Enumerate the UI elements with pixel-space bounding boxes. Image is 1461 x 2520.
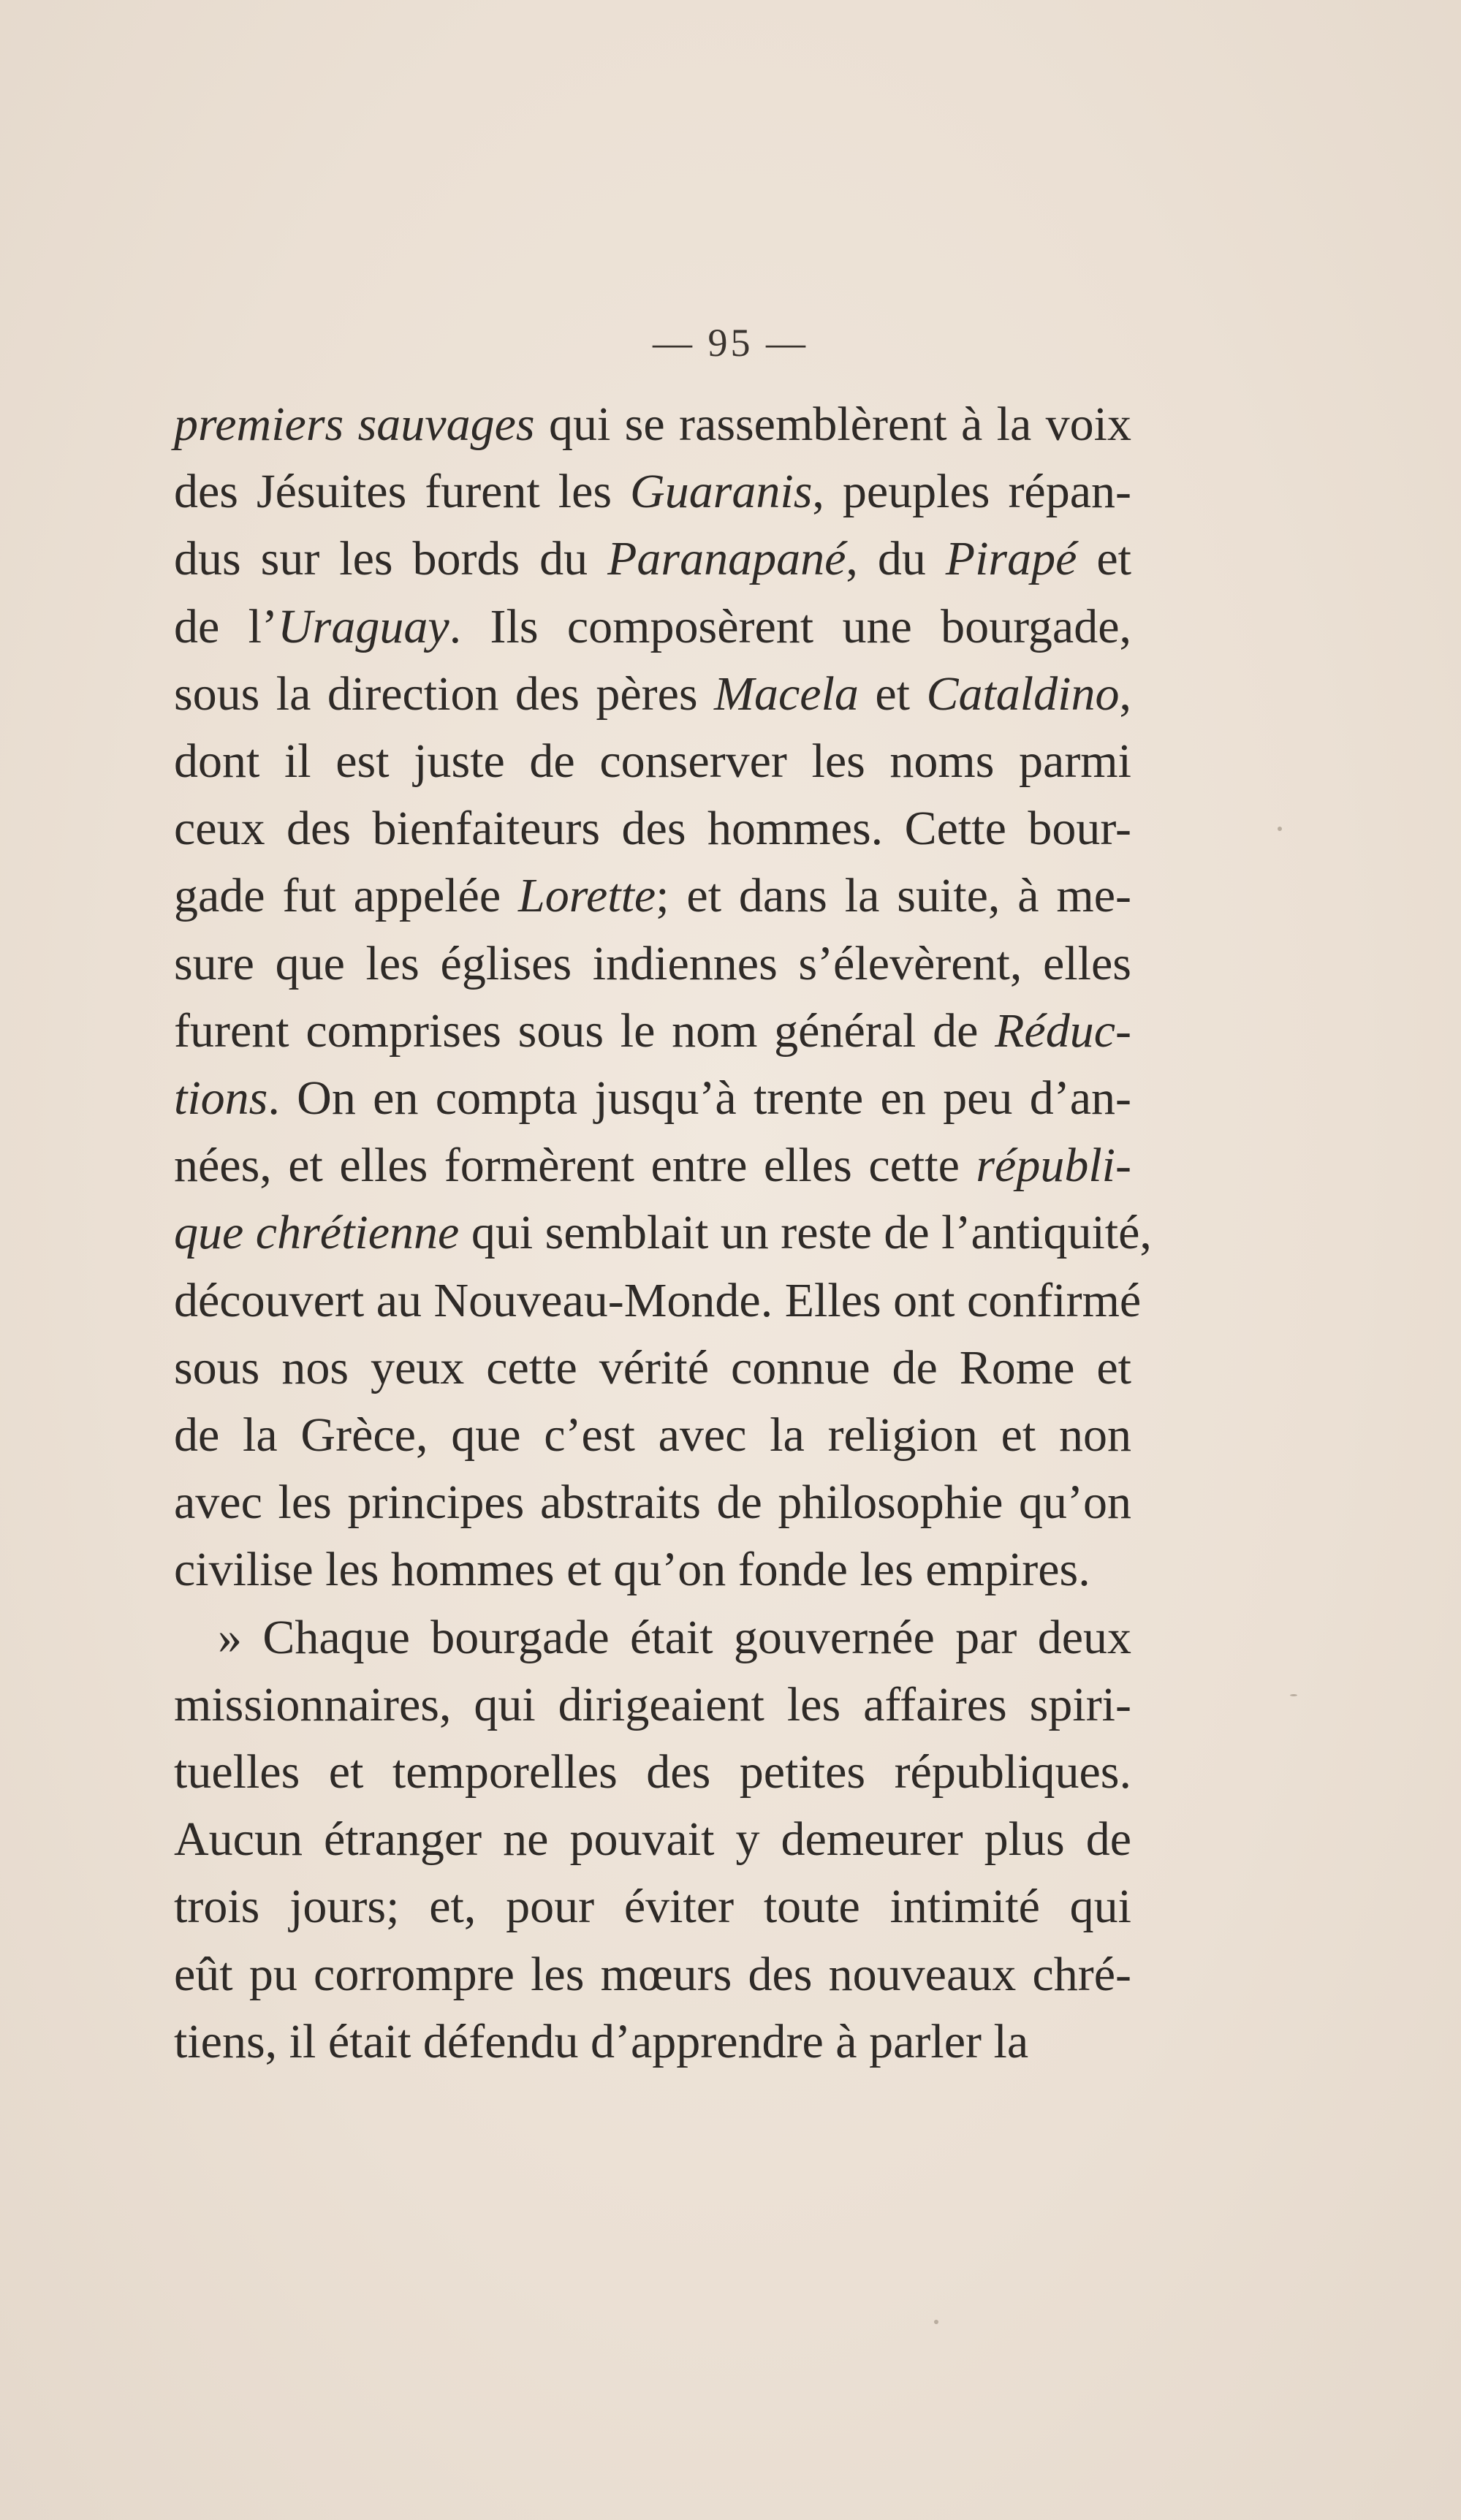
italic-term: Pirapé xyxy=(945,532,1077,586)
text-line xyxy=(174,593,1131,661)
page-number: — 95 — xyxy=(653,321,808,365)
text-run: découvert au Nouveau-Monde. Elles ont confirmé xyxy=(174,1273,1142,1327)
italic-term: Paranapané xyxy=(607,532,846,586)
text-run: , du xyxy=(846,532,946,586)
text-line xyxy=(174,795,1131,862)
italic-term: tions xyxy=(174,1071,268,1125)
text-line xyxy=(174,391,1131,458)
italic-term: républi- xyxy=(976,1139,1131,1193)
text-run: sure que les églises indiennes s’élevèrent, elles xyxy=(174,936,1131,990)
italic-term: Réduc- xyxy=(995,1003,1131,1058)
italic-term: Cataldino xyxy=(926,667,1120,721)
text-run: tiens, il était défendu d’apprendre à parler la xyxy=(174,2014,1029,2068)
text-line xyxy=(174,1469,1131,1536)
text-run: trois jours; et, pour éviter toute intimité qui xyxy=(174,1880,1131,1934)
text-run: Aucun étranger ne pouvait y demeurer plus de xyxy=(174,1813,1131,1867)
italic-term: Uraguay xyxy=(277,599,449,653)
text-line xyxy=(174,2008,1131,2076)
text-run: . On en compta jusqu’à trente en peu d’an- xyxy=(267,1071,1131,1125)
text-line xyxy=(174,1402,1131,1469)
text-line xyxy=(174,1267,1142,1335)
text-run: nées, et elles formèrent entre elles cette xyxy=(174,1139,976,1193)
text-run: qui se rassemblèrent à la voix xyxy=(534,398,1131,451)
paper-speck xyxy=(1278,827,1282,831)
italic-term: Guaranis xyxy=(630,465,813,519)
text-line xyxy=(174,1199,1152,1267)
text-line xyxy=(174,1873,1131,1940)
text-line xyxy=(174,1604,1131,1671)
text-line xyxy=(174,1739,1131,1806)
text-run: furent comprises sous le nom général de xyxy=(174,1003,995,1058)
text-line xyxy=(174,1132,1131,1199)
text-line xyxy=(174,1536,1131,1604)
text-run: avec les principes abstraits de philosophie qu’on xyxy=(174,1476,1131,1530)
paper-speck xyxy=(1290,1694,1297,1696)
text-run: sous nos yeux cette vérité connue de Rome et xyxy=(174,1340,1131,1394)
text-run: et xyxy=(858,667,927,721)
text-line xyxy=(174,930,1131,998)
text-run: ceux des bienfaiteurs des hommes. Cette bour- xyxy=(174,802,1131,856)
text-run: des Jésuites furent les xyxy=(174,465,631,519)
text-run: qui semblait un reste de l’antiquité, xyxy=(459,1206,1152,1260)
text-run: eût pu corrompre les mœurs des nouveaux chré- xyxy=(174,1947,1131,2001)
text-line xyxy=(174,661,1131,728)
text-line xyxy=(174,458,1131,525)
text-run: , xyxy=(1119,667,1131,721)
italic-term: Lorette xyxy=(518,869,656,923)
text-run: et xyxy=(1077,532,1132,586)
text-line xyxy=(174,1806,1131,1873)
text-run: de la Grèce, que c’est avec la religion et non xyxy=(174,1408,1131,1462)
text-run: ; et dans la suite, à me- xyxy=(656,869,1131,923)
text-line xyxy=(174,1065,1131,1132)
italic-term: que chrétienne xyxy=(174,1206,460,1260)
text-line xyxy=(174,1671,1131,1739)
text-run: gade fut appelée xyxy=(174,869,518,923)
text-run: de l’ xyxy=(174,599,278,653)
italic-term: premiers sauvages xyxy=(174,398,535,451)
text-run: » Chaque bourgade était gouvernée par deux xyxy=(218,1610,1131,1664)
text-line xyxy=(174,998,1131,1065)
text-run: dus sur les bords du xyxy=(174,532,608,586)
paper-speck xyxy=(934,2320,938,2324)
text-run: , peuples répan- xyxy=(812,465,1131,519)
text-run: dont il est juste de conserver les noms parmi xyxy=(174,735,1131,788)
text-run: tuelles et temporelles des petites républiques. xyxy=(174,1745,1131,1799)
text-run: . Ils composèrent une bourgade, xyxy=(449,599,1132,653)
text-line xyxy=(174,862,1131,930)
text-line xyxy=(174,728,1131,795)
italic-term: Macela xyxy=(714,667,859,721)
text-line xyxy=(174,525,1131,593)
text-line xyxy=(174,1941,1131,2008)
text-run: sous la direction des pères xyxy=(174,667,715,721)
text-run: civilise les hommes et qu’on fonde les empires. xyxy=(174,1543,1090,1597)
text-run: missionnaires, qui dirigeaient les affaires spiri- xyxy=(174,1677,1131,1731)
text-line xyxy=(174,1335,1131,1402)
